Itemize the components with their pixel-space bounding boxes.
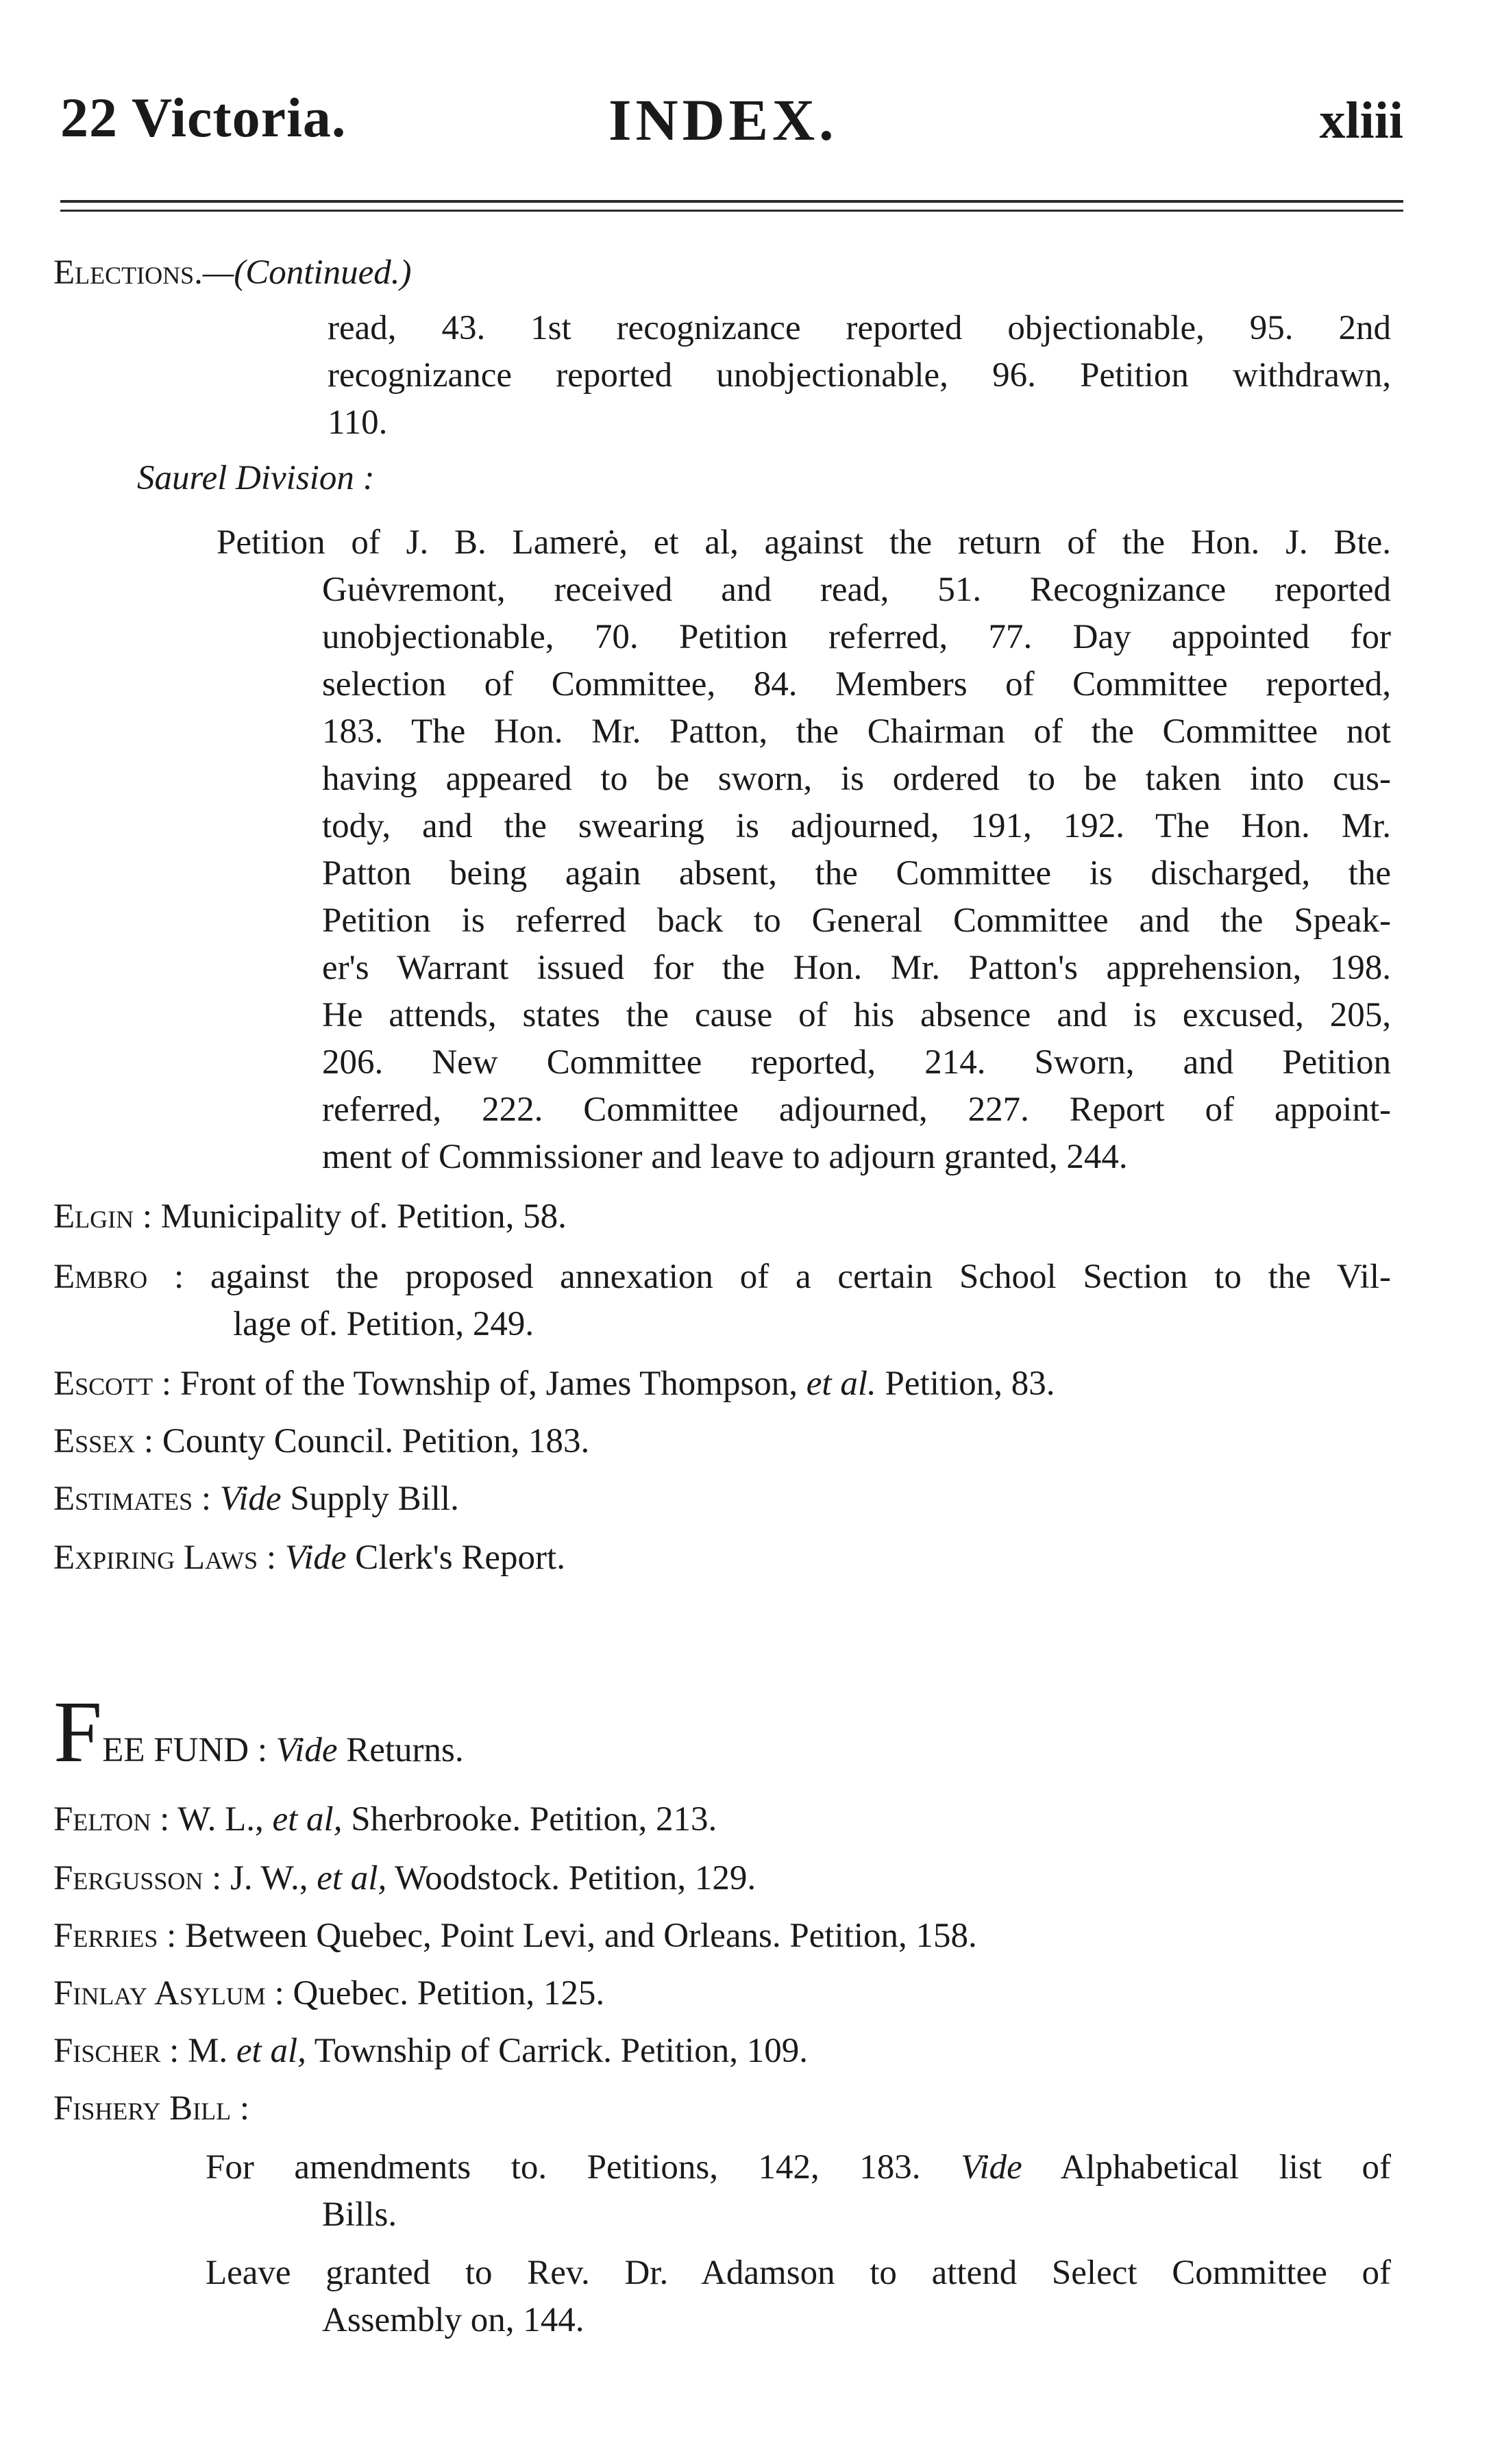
entry-text: County Council. Petition, 183. xyxy=(162,1422,590,1460)
entry-italic: et al, xyxy=(236,2032,306,2070)
entry-term: Ferries : xyxy=(53,1917,177,1955)
entry-term: Expiring Laws : xyxy=(53,1539,277,1577)
petition-line-11: He attends, states the cause of his absence and is excused, 205, xyxy=(322,996,1391,1034)
entry-text: J. W., xyxy=(230,1859,317,1897)
entry-text: Municipality of. Petition, 58. xyxy=(160,1197,567,1236)
index-entry-expiring-laws xyxy=(53,1534,565,1582)
entry-text: M. xyxy=(188,2032,236,2070)
petition-line-1: Petition of J. B. Lamerė, et al, against the return of the Hon. J. Bte. xyxy=(217,523,1391,562)
entry-term: Fischer : xyxy=(53,2032,180,2070)
index-entry-fischer xyxy=(53,2028,808,2075)
petition-line-5: 183. The Hon. Mr. Patton, the Chairman of the Committee not xyxy=(322,712,1391,751)
index-entry-fishery-bill: Fishery Bill : xyxy=(53,2089,250,2128)
elections-line-3: 110. xyxy=(328,403,388,442)
petition-line-7: tody, and the swearing is adjourned, 191, 192. The Hon. Mr. xyxy=(322,807,1391,845)
entry-italic: et al, xyxy=(317,1859,387,1897)
entry-vide: Vide xyxy=(961,2148,1022,2187)
index-entry-ferries xyxy=(53,1913,977,1960)
entry-term: Estimates : xyxy=(53,1480,212,1518)
section-initial-f: F xyxy=(53,1683,103,1780)
fishery-line-3: Leave granted to Rev. Dr. Adamson to attend Select Committee of xyxy=(206,2254,1391,2292)
entry-text: Clerk's Report. xyxy=(346,1539,565,1577)
entry-text-after: Alphabetical list of xyxy=(1022,2148,1391,2187)
page-header xyxy=(60,86,1403,175)
elections-term: Elections. xyxy=(53,253,203,292)
index-entry-fergusson xyxy=(53,1855,756,1902)
petition-line-13: referred, 222. Committee adjourned, 227. Report of appoint- xyxy=(322,1091,1391,1129)
entry-vide: Vide xyxy=(284,1539,347,1577)
index-entry-embro xyxy=(53,1254,1391,1301)
entry-italic: et al. xyxy=(806,1365,876,1403)
entry-term: Fergusson : xyxy=(53,1859,222,1897)
entry-text: W. L., xyxy=(177,1800,273,1839)
header-rule-bottom xyxy=(60,210,1403,212)
entry-term: EE FUND : xyxy=(102,1731,268,1769)
elections-heading xyxy=(53,249,411,297)
entry-term: Embro : xyxy=(53,1258,184,1296)
index-entry-escott xyxy=(53,1360,1055,1408)
petition-line-9: Petition is referred back to General Committee and the Speak- xyxy=(322,901,1391,940)
entry-text: Between Quebec, Point Levi, and Orleans. Petition, 158. xyxy=(185,1917,977,1955)
header-rule-top xyxy=(60,200,1403,203)
index-entry-estimates xyxy=(53,1476,459,1523)
entry-vide: Vide xyxy=(275,1731,338,1769)
petition-line-4: selection of Committee, 84. Members of Committee reported, xyxy=(322,665,1391,704)
entry-text: Supply Bill. xyxy=(281,1480,459,1518)
index-entry-essex xyxy=(53,1418,589,1465)
fishery-line-4: Assembly on, 144. xyxy=(322,2301,584,2339)
entry-term: Elgin : xyxy=(53,1197,153,1236)
index-entry-felton xyxy=(53,1796,717,1843)
petition-line-2: Guėvremont, received and read, 51. Recognizance reported xyxy=(322,571,1391,609)
entry-text-after: Township of Carrick. Petition, 109. xyxy=(306,2032,809,2070)
entry-term: Escott : xyxy=(53,1365,172,1403)
petition-line-10: er's Warrant issued for the Hon. Mr. Patton's apprehension, 198. xyxy=(322,949,1391,987)
entry-text: Quebec. Petition, 125. xyxy=(293,1974,605,2013)
entry-term: Felton : xyxy=(53,1800,170,1839)
fishery-line-2: Bills. xyxy=(322,2195,397,2234)
index-entry-elgin xyxy=(53,1193,567,1241)
petition-line-8: Patton being again absent, the Committee is discharged, the xyxy=(322,854,1391,893)
index-entry-fee-fund xyxy=(53,1683,464,1784)
elections-line-2: recognizance reported unobjectionable, 96. Petition withdrawn, xyxy=(328,356,1391,395)
elections-line-1: read, 43. 1st recognizance reported objectionable, 95. 2nd xyxy=(328,309,1391,347)
entry-term: Finlay Asylum : xyxy=(53,1974,284,2013)
entry-vide: Vide xyxy=(219,1480,282,1518)
entry-text-after: Woodstock. Petition, 129. xyxy=(386,1859,756,1897)
entry-term: Essex : xyxy=(53,1422,154,1460)
petition-line-6: having appeared to be sworn, is ordered to be taken into cus- xyxy=(322,760,1391,798)
petition-line-3: unobjectionable, 70. Petition referred, 77. Day appointed for xyxy=(322,618,1391,656)
running-head-left: 22 Victoria. xyxy=(60,86,347,149)
entry-text: Front of the Township of, James Thompson, xyxy=(180,1365,807,1403)
running-head-title: INDEX. xyxy=(608,87,838,153)
index-entry-finlay-asylum xyxy=(53,1970,604,2017)
fishery-line-1 xyxy=(206,2144,1391,2191)
entry-text: For amendments to. Petitions, 142, 183. xyxy=(206,2148,961,2187)
petition-line-14: ment of Commissioner and leave to adjourn granted, 244. xyxy=(322,1138,1128,1176)
petition-line-12: 206. New Committee reported, 214. Sworn, and Petition xyxy=(322,1043,1391,1082)
entry-text-after: Petition, 83. xyxy=(876,1365,1055,1403)
page-number: xliii xyxy=(1319,92,1403,149)
index-entry-embro-cont: lage of. Petition, 249. xyxy=(233,1305,534,1343)
saurel-division-heading: Saurel Division : xyxy=(137,459,375,497)
entry-italic: et al, xyxy=(272,1800,343,1839)
entry-text: against the proposed annexation of a certain School Section to the Vil- xyxy=(210,1258,1391,1296)
entry-text-after: Sherbrooke. Petition, 213. xyxy=(342,1800,717,1839)
elections-continued: —(Continued.) xyxy=(202,253,412,292)
entry-text: Returns. xyxy=(337,1731,464,1769)
